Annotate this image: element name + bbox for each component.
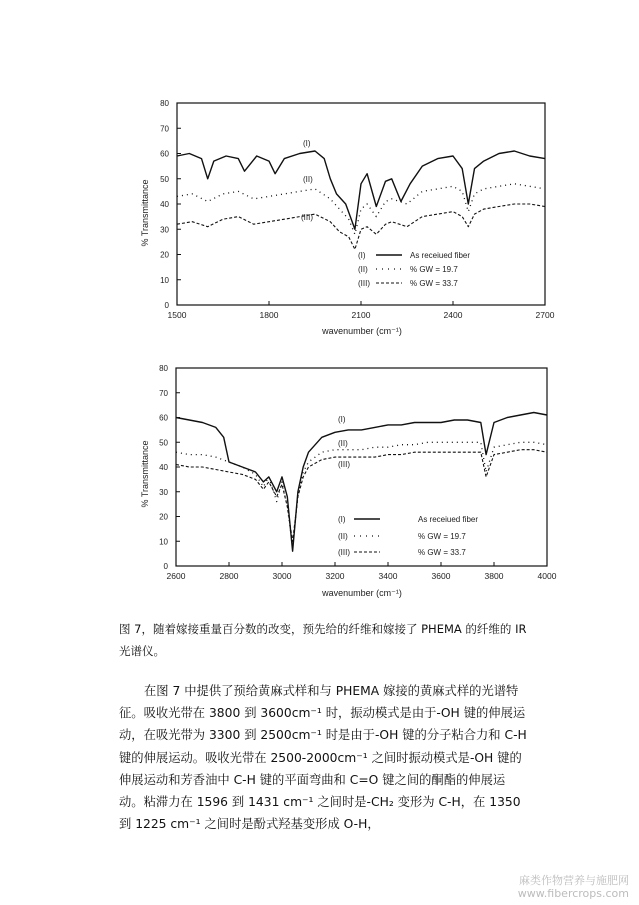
series-line-2 xyxy=(176,442,547,546)
chart-2-series-label-I: (I) xyxy=(338,415,346,424)
y-tick-label: 20 xyxy=(159,512,168,522)
body-paragraph xyxy=(119,680,529,835)
chart-1-y-axis-label: % Transmittance xyxy=(140,179,150,247)
legend-marker-II: (II) xyxy=(358,265,368,274)
ir-spectrum-chart-1 xyxy=(0,88,639,353)
legend-marker-I: (I) xyxy=(358,251,366,260)
x-tick-label: 3200 xyxy=(325,571,345,581)
legend-marker-I: (I) xyxy=(338,515,346,524)
chart-1-frame xyxy=(177,103,545,305)
y-tick-label: 30 xyxy=(160,225,169,235)
y-tick-label: 80 xyxy=(160,99,169,108)
x-tick-label: 4000 xyxy=(537,571,557,581)
x-tick-label: 2600 xyxy=(166,571,186,581)
legend-label-III: % GW = 33.7 xyxy=(410,279,458,288)
x-tick-label: 3600 xyxy=(431,571,451,581)
y-tick-label: 70 xyxy=(160,124,169,134)
chart-1-y-ticks xyxy=(160,99,181,310)
x-tick-label: 1800 xyxy=(259,310,279,320)
chart-1-series-label-III: (III) xyxy=(301,213,313,222)
plot-area-border xyxy=(176,368,547,566)
y-tick-label: 30 xyxy=(159,487,168,497)
x-tick-label: 3000 xyxy=(272,571,292,581)
legend-marker-III: (III) xyxy=(338,548,350,557)
legend-label-II: % GW = 19.7 xyxy=(410,265,458,274)
legend-label-II: % GW = 19.7 xyxy=(418,532,466,541)
watermark-line-1: 麻类作物营养与施肥网 xyxy=(519,874,629,887)
x-tick-label: 3800 xyxy=(484,571,504,581)
ir-spectrum-chart-2 xyxy=(0,356,639,611)
chart-1-legend xyxy=(358,251,470,288)
y-tick-label: 10 xyxy=(160,275,169,285)
chart-2-y-axis-label: % Transmittance xyxy=(140,440,150,508)
x-tick-label: 2800 xyxy=(219,571,239,581)
x-tick-label: 2700 xyxy=(535,310,555,320)
y-tick-label: 0 xyxy=(164,301,169,310)
series-line-1 xyxy=(177,151,545,229)
y-tick-label: 80 xyxy=(159,364,168,373)
x-tick-label: 2100 xyxy=(351,310,371,320)
paragraph-text: 在图 7 中提供了预给黄麻式样和与 PHEMA 嫁接的黄麻式样的光谱特征。吸收光带在 3800 到 3600cm⁻¹ 时，振动模式是由于-OH 键的伸展运动，在吸光带为 3300 到 2500cm⁻¹ 时是由于-OH 键的分子粘合力和 C-H 键的伸展运动。吸收光带在 2500-2000cm⁻¹ 之间时振动模式是-OH 键的伸展运动和芳香油中 C-H 键的平面弯曲和 C=O 键之间的酮酯的伸展运动。粘滞力在 1596 到 1431 cm⁻¹ 之间时是-CH₂ 变形为 C-H，在 1350 到 1225 cm⁻¹ 之间时是酚式羟基变形成 O-H， xyxy=(119,684,527,832)
chart-2-legend xyxy=(338,515,478,557)
series-line-2 xyxy=(177,184,545,235)
chart-2-series-label-III: (III) xyxy=(338,460,350,469)
legend-marker-II: (II) xyxy=(338,532,348,541)
chart-1-series-label-II: (II) xyxy=(303,175,313,184)
chart-2-x-axis-label: wavenumber (cm⁻¹) xyxy=(322,588,402,598)
watermark xyxy=(518,874,629,900)
chart-1-x-axis-label: wavenumber (cm⁻¹) xyxy=(322,326,402,336)
y-tick-label: 40 xyxy=(159,463,168,472)
chart-2-series xyxy=(176,413,547,552)
y-tick-label: 20 xyxy=(160,250,169,260)
figure-caption: 图 7，随着嫁接重量百分数的改变，预先给的纤维和嫁接了 PHEMA 的纤维的 IR 光谱仪。 xyxy=(119,622,527,658)
chart-1-x-ticks xyxy=(168,301,555,320)
legend-label-I: As receiued fiber xyxy=(418,515,479,524)
x-tick-label: 1500 xyxy=(167,310,187,320)
legend-label-III: % GW = 33.7 xyxy=(418,548,466,557)
y-tick-label: 50 xyxy=(159,438,168,448)
watermark-line-2: www.fibercrops.com xyxy=(517,887,629,900)
y-tick-label: 70 xyxy=(159,388,168,398)
y-tick-label: 40 xyxy=(160,200,169,209)
chart-2-y-ticks xyxy=(159,364,180,571)
chart-2-frame xyxy=(176,368,547,566)
x-tick-label: 3400 xyxy=(378,571,398,581)
plot-area-border xyxy=(177,103,545,305)
chart-2-series-label-II: (II) xyxy=(338,439,348,448)
legend-label-I: As receiued fiber xyxy=(410,251,471,260)
y-tick-label: 60 xyxy=(160,149,169,159)
chart-1-series xyxy=(177,151,545,249)
series-line-1 xyxy=(176,413,547,552)
chart-2-x-ticks xyxy=(167,562,557,581)
y-tick-label: 0 xyxy=(163,562,168,571)
y-tick-label: 60 xyxy=(159,413,168,423)
y-tick-label: 10 xyxy=(159,537,168,547)
legend-marker-III: (III) xyxy=(358,279,370,288)
y-tick-label: 50 xyxy=(160,174,169,184)
x-tick-label: 2400 xyxy=(443,310,463,320)
chart-1-series-label-I: (I) xyxy=(303,139,311,148)
